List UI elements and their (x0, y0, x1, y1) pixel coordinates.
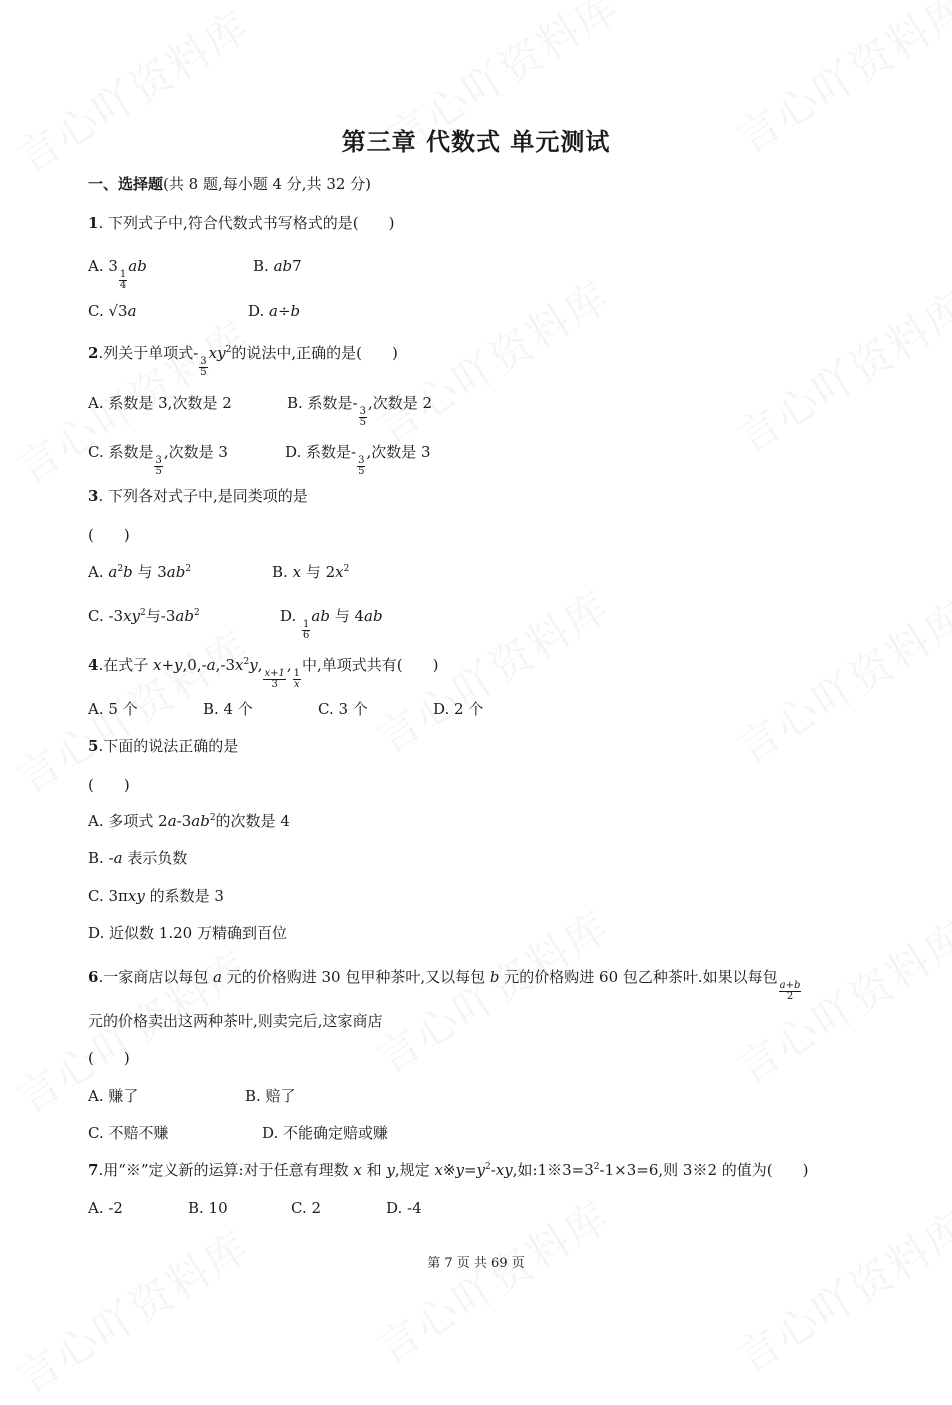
fraction-numerator: 3 (359, 406, 367, 417)
option-text: C. 3π (88, 887, 128, 905)
variable: a (167, 812, 177, 830)
question-text: ,规定 (394, 1161, 435, 1179)
q6-option-b: B. 赔了 (245, 1087, 296, 1105)
question-text: 元的价格购进 60 包乙种茶叶.如果以每包 (499, 968, 778, 986)
variable: a÷b (269, 302, 301, 320)
option-text: D. 系数是- (285, 443, 357, 461)
q1-option-a (88, 256, 147, 291)
option-text: 表示负数 (122, 849, 188, 867)
variable: y (249, 656, 258, 674)
question-text: = (463, 1161, 477, 1179)
q6-option-c: C. 不赔不赚 (88, 1124, 169, 1142)
question-text: . 下列各对式子中,是同类项的是 (98, 487, 308, 505)
q2-option-c (88, 442, 228, 477)
variable: x (335, 563, 344, 581)
question-5 (88, 736, 238, 756)
option-text: 7 (292, 257, 302, 275)
q3-option-d (280, 606, 383, 641)
variable: ab (128, 257, 147, 275)
option-text: -3 (176, 812, 192, 830)
fraction-denominator: 6 (303, 630, 310, 641)
exponent: 2 (193, 608, 200, 618)
variable: a (206, 656, 216, 674)
variable: y (386, 1161, 395, 1179)
fraction-numerator: 3 (200, 356, 207, 367)
fraction-denominator: 4 (119, 280, 127, 291)
q6-option-a: A. 赚了 (88, 1087, 139, 1105)
exponent: 2 (140, 608, 146, 618)
question-text: 的说法中,正确的是( ) (231, 344, 398, 362)
option-text: B. (253, 257, 274, 275)
section-note: (共 8 题,每小题 4 分,共 32 分) (163, 175, 372, 193)
watermark (4, 1215, 260, 1405)
q4-option-d: D. 2 个 (433, 700, 484, 718)
variable: ab (364, 607, 383, 625)
q3-option-b (272, 562, 349, 582)
question-1 (88, 213, 394, 233)
fraction-numerator: 1 (293, 668, 301, 679)
q5-option-a (88, 811, 290, 831)
fraction (359, 407, 367, 428)
variable: x (353, 1161, 362, 1179)
question-text: , (286, 656, 292, 674)
variable: x (235, 656, 244, 674)
exponent: 2 (485, 1162, 491, 1172)
section-label: 一、选择题 (88, 175, 164, 193)
question-text: 中,单项式共有( ) (302, 656, 439, 674)
fraction (119, 270, 127, 291)
question-number: 2 (88, 344, 99, 362)
q2-option-b (287, 393, 432, 428)
question-text: .列关于单项式- (98, 344, 199, 362)
q2-option-d (285, 442, 431, 477)
q3-option-c (88, 606, 200, 626)
question-2 (88, 343, 398, 378)
q1-option-c (88, 301, 137, 321)
question-text: .一家商店以每包 (98, 968, 213, 986)
question-text: ,如:1※3=3 (512, 1161, 594, 1179)
variable: a (212, 968, 222, 986)
option-text: 的次数是 4 (215, 812, 290, 830)
question-3 (88, 486, 308, 506)
option-text: B. - (88, 849, 114, 867)
q7-option-b: B. 10 (188, 1199, 228, 1217)
question-number: 6 (88, 968, 99, 986)
option-text: ,次数是 2 (368, 394, 433, 412)
question-text: . 下列式子中,符合代数式书写格式的是( ) (98, 214, 395, 232)
question-text: ,-3 (215, 656, 236, 674)
fraction-denominator: 2 (786, 991, 794, 1002)
fraction-numerator: 1 (119, 269, 127, 280)
q6-option-d: D. 不能确定赔或赚 (262, 1124, 389, 1142)
option-text: ,次数是 3 (366, 443, 431, 461)
option-text: B. (272, 563, 293, 581)
exponent: 2 (343, 564, 350, 574)
q5-option-d: D. 近似数 1.20 万精确到百位 (88, 924, 287, 942)
option-text: 与 4 (329, 607, 365, 625)
fraction (263, 669, 285, 690)
variable: xy (495, 1161, 513, 1179)
fraction-numerator: x+1 (264, 668, 285, 679)
page-footer: 第 7 页 共 69 页 (427, 1256, 525, 1271)
q1-option-b (253, 256, 302, 276)
variable: b (489, 968, 500, 986)
q7-option-c: C. 2 (291, 1199, 322, 1217)
fraction (199, 357, 207, 378)
variable: y (476, 1161, 486, 1179)
question-number: 3 (88, 487, 99, 505)
variable: y (455, 1161, 464, 1179)
fraction (293, 669, 301, 690)
question-number: 4 (88, 656, 99, 674)
question-text: -1×3=6,则 3※2 的值为( ) (599, 1161, 809, 1179)
variable: a (113, 849, 123, 867)
option-text: C. 系数是 (88, 443, 154, 461)
exponent: 2 (185, 564, 192, 574)
fraction-numerator: 3 (155, 455, 162, 466)
variable: x (292, 563, 302, 581)
option-text: 与-3 (145, 607, 176, 625)
question-7 (88, 1160, 808, 1180)
q1-option-d (248, 301, 300, 321)
variable: ab (311, 607, 330, 625)
variable: a (127, 302, 137, 320)
variable: b (123, 563, 133, 581)
watermark (724, 275, 952, 466)
fraction-numerator: 1 (303, 619, 310, 630)
variable: xy (127, 887, 145, 905)
section-heading (88, 174, 371, 194)
q3-option-a (88, 562, 191, 582)
option-text: A. 3 (88, 257, 118, 275)
fraction-denominator: 5 (200, 367, 207, 378)
variable: y (174, 656, 183, 674)
question-text: 元的价格购进 30 包甲种茶叶,又以每包 (221, 968, 490, 986)
fraction-denominator: 3 (271, 679, 278, 690)
fraction-denominator: 5 (359, 417, 367, 428)
question-text: 和 (361, 1161, 387, 1179)
q7-option-a: A. -2 (88, 1199, 123, 1217)
question-number: 5 (88, 737, 99, 755)
variable: xy (208, 344, 226, 362)
option-text: 与 2 (301, 563, 336, 581)
q4-option-a: A. 5 个 (88, 700, 138, 718)
exponent: 2 (209, 813, 216, 823)
question-number: 7 (88, 1161, 99, 1179)
question-text: , (257, 656, 263, 674)
q2-option-a: A. 系数是 3,次数是 2 (88, 394, 232, 412)
exponent: 2 (117, 564, 124, 574)
question-text: ※ (442, 1161, 456, 1179)
option-text: D. (248, 302, 270, 320)
question-6 (88, 967, 802, 1002)
q7-option-d: D. -4 (386, 1199, 422, 1217)
option-text: A. (88, 563, 109, 581)
answer-paren: ( ) (88, 1049, 130, 1067)
fraction (154, 456, 162, 477)
answer-paren: ( ) (88, 776, 130, 794)
answer-paren: ( ) (88, 526, 130, 544)
option-text: A. 多项式 2 (88, 812, 168, 830)
option-text: 与 3 (132, 563, 167, 581)
variable: a (108, 563, 118, 581)
exponent: 2 (243, 657, 250, 667)
fraction-denominator: 5 (155, 466, 162, 477)
question-text: ,0,- (182, 656, 207, 674)
option-text: C. -3 (88, 607, 124, 625)
variable: xy (123, 607, 141, 625)
variable: x (152, 656, 162, 674)
option-text: ,次数是 3 (163, 443, 228, 461)
question-text: + (161, 656, 175, 674)
question-text: - (490, 1161, 496, 1179)
question-6-line-2: 元的价格卖出这两种茶叶,则卖完后,这家商店 (88, 1012, 383, 1030)
question-4 (88, 655, 439, 690)
fraction (779, 981, 802, 1002)
q4-option-c: C. 3 个 (318, 700, 368, 718)
question-text: .在式子 (98, 656, 153, 674)
fraction-denominator: 5 (358, 466, 365, 477)
fraction-numerator: a+b (779, 980, 801, 991)
variable: ab (175, 607, 194, 625)
exponent: 2 (593, 1162, 600, 1172)
question-text: .用“※”定义新的运算:对于任意有理数 (98, 1161, 354, 1179)
q5-option-b (88, 848, 187, 868)
page-title: 第三章 代数式 单元测试 (341, 127, 611, 156)
variable: x (434, 1161, 443, 1179)
question-text: .下面的说法正确的是 (98, 737, 239, 755)
option-text: C. √3 (88, 302, 128, 320)
fraction (357, 456, 365, 477)
option-text: D. (280, 607, 302, 625)
fraction-numerator: 3 (358, 455, 365, 466)
option-text: 的系数是 3 (144, 887, 224, 905)
variable: ab (191, 812, 210, 830)
watermark (724, 585, 952, 776)
q4-option-b: B. 4 个 (203, 700, 253, 718)
question-number: 1 (88, 214, 99, 232)
fraction (302, 620, 310, 641)
exponent: 2 (225, 345, 232, 355)
q5-option-c (88, 886, 224, 906)
option-text: B. 系数是- (287, 394, 358, 412)
variable: ab (166, 563, 186, 581)
variable: ab (273, 257, 293, 275)
watermark (4, 0, 260, 185)
watermark (724, 1195, 952, 1386)
fraction-denominator: x (294, 679, 300, 690)
